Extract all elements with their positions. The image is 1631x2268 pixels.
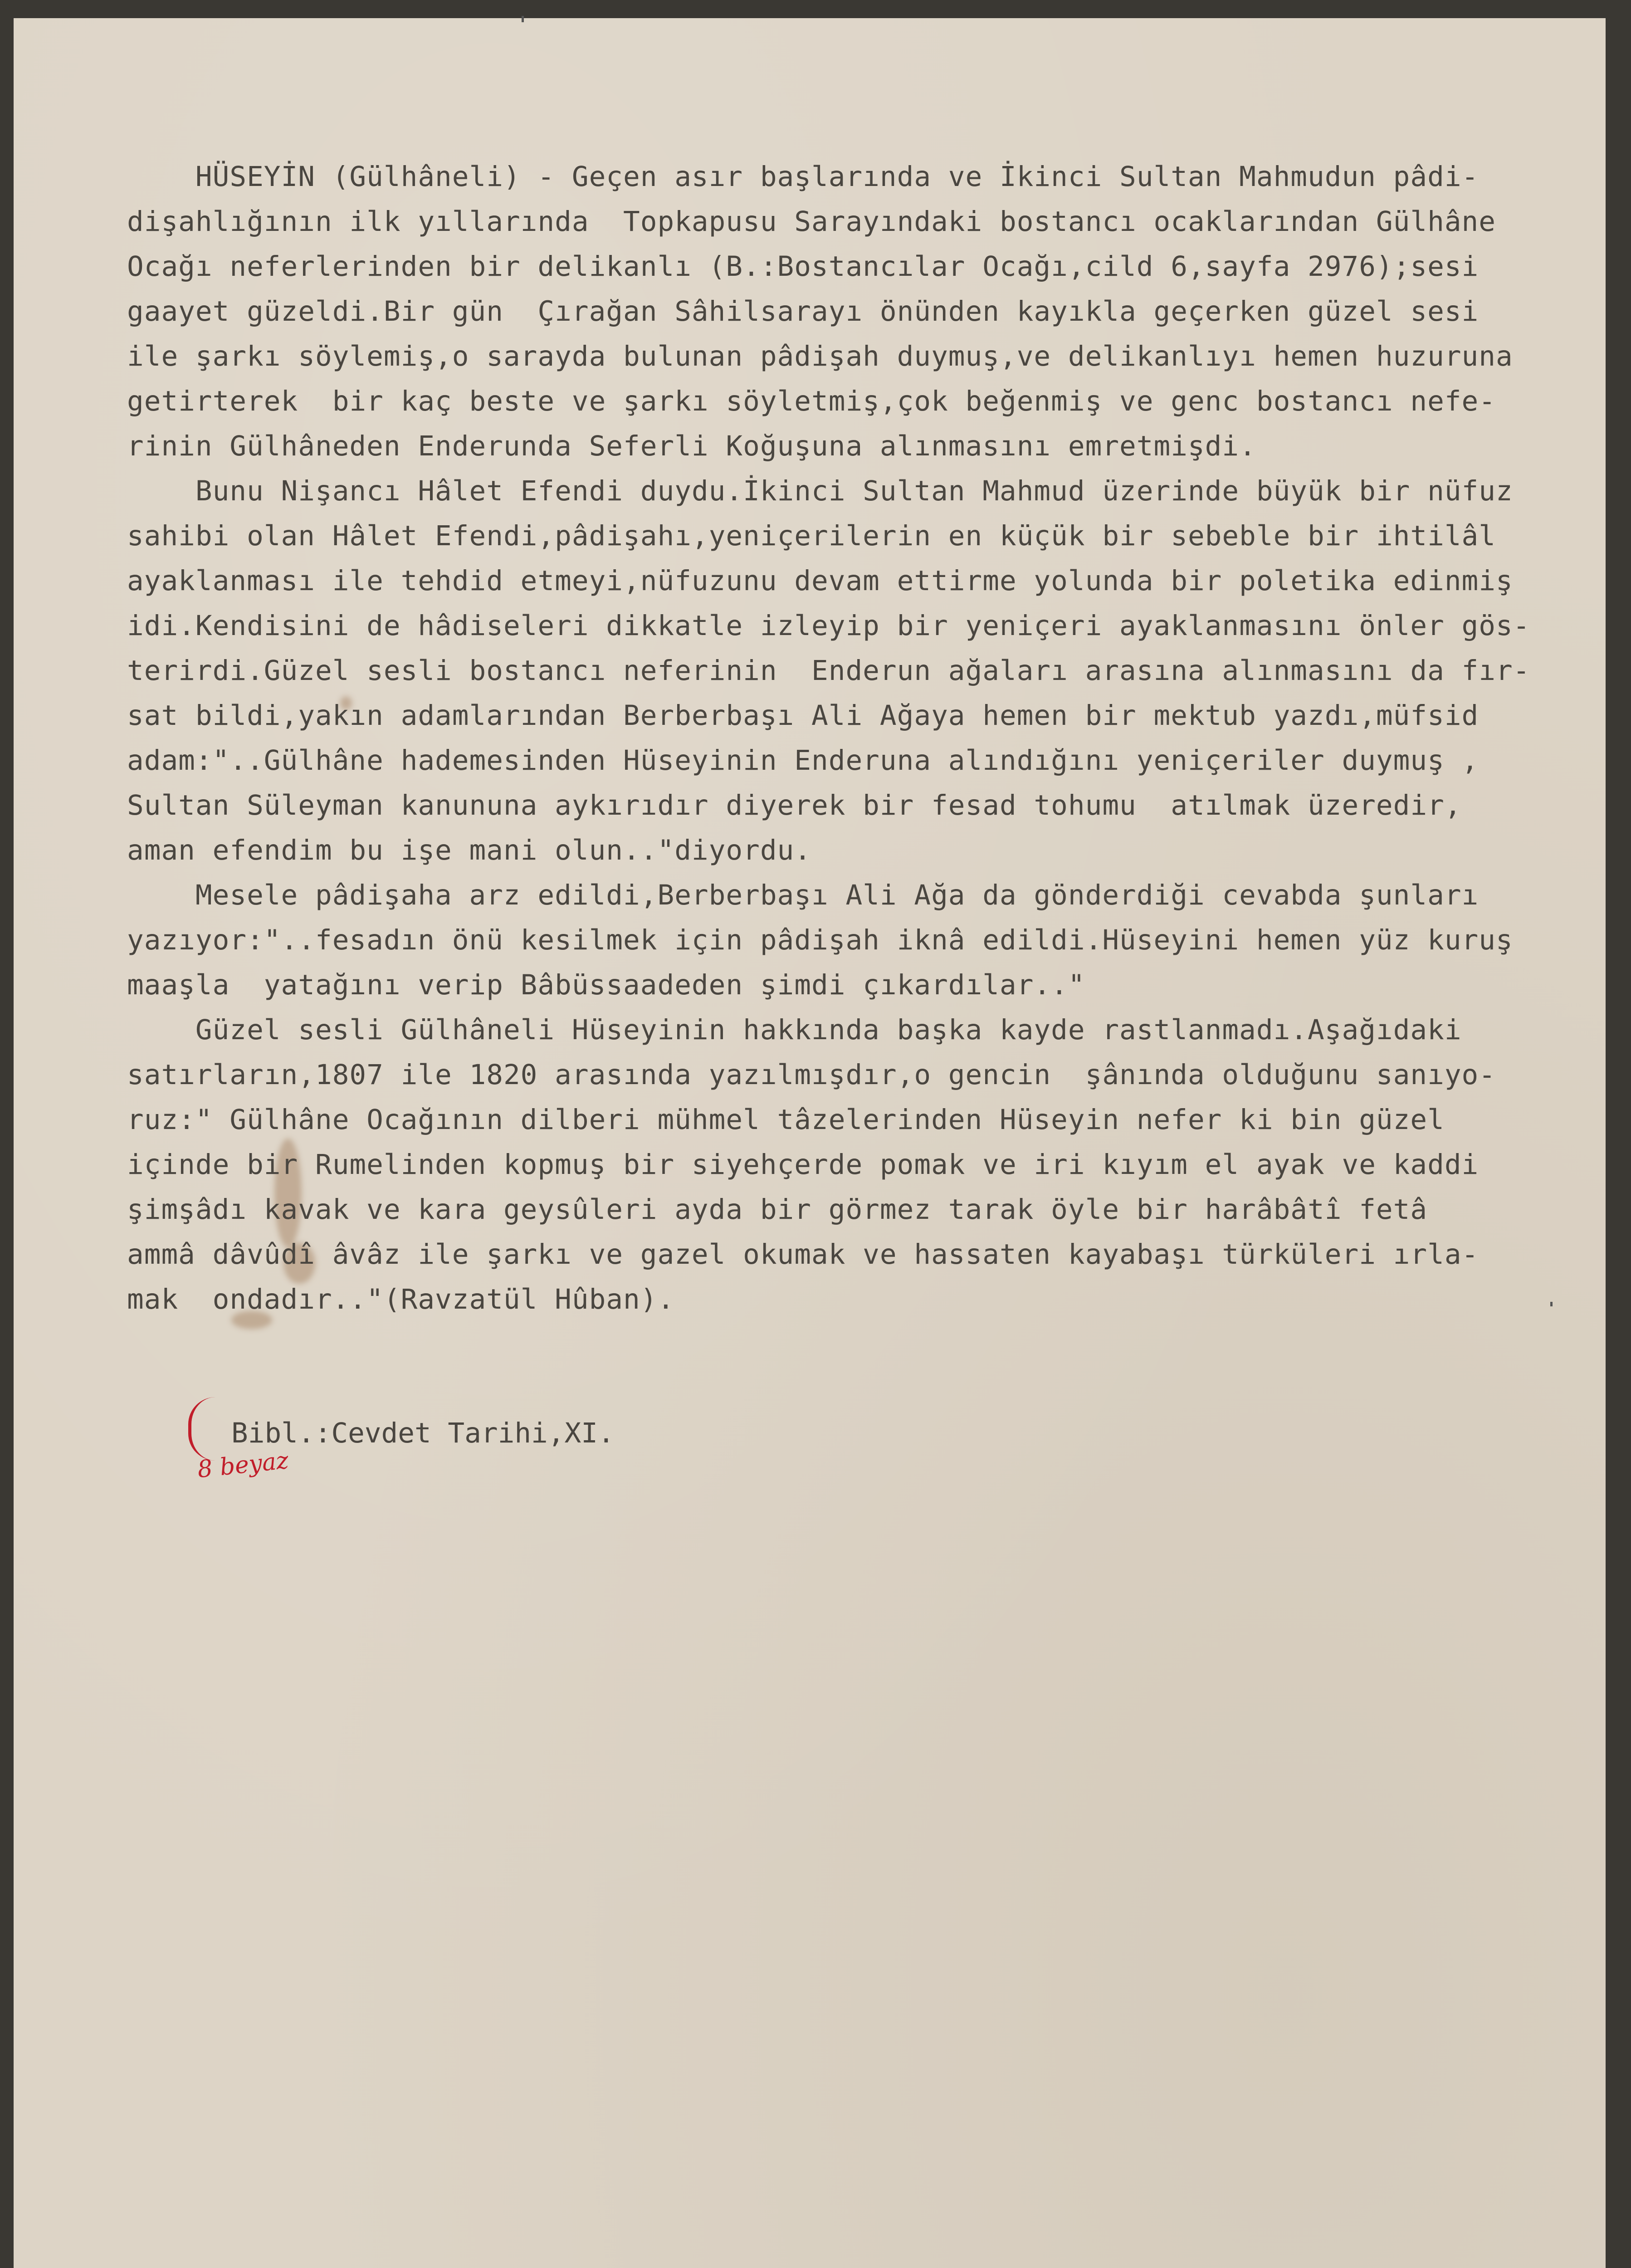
text-line: dişahlığının ilk yıllarında Topkapusu Sarayındaki bostancı ocaklarından Gülhâne [127,205,1496,238]
text-line: ile şarkı söylemiş,o sarayda bulunan pâdişah duymuş,ve delikanlıyı hemen huzuruna [127,340,1513,372]
bibliography-line: Bibl.:Cevdet Tarihi,XI. [231,1417,615,1449]
text-line: mak ondadır.."(Ravzatül Hûban). [127,1283,675,1315]
text-line: Mesele pâdişaha arz edildi,Berberbaşı Ali Ağa da gönderdiği cevabda şunları [127,879,1479,911]
text-line: HÜSEYİN (Gülhâneli) - Geçen asır başlarında ve İkinci Sultan Mahmudun pâdi- [127,161,1479,193]
text-line: getirterek bir kaç beste ve şarkı söyletmiş,çok beğenmiş ve genc bostancı nefe- [127,385,1496,417]
text-line: şimşâdı kavak ve kara geysûleri ayda bir görmez tarak öyle bir harâbâtî fetâ [127,1193,1428,1226]
text-line: terirdi.Güzel sesli bostancı neferinin Enderun ağaları arasına alınmasını da fır- [127,655,1530,687]
red-bracket-mark [188,1397,219,1461]
handwritten-note: 8 beyaz [196,1447,290,1484]
text-line: Ocağı neferlerinden bir delikanlı (B.:Bostancılar Ocağı,cild 6,sayfa 2976);sesi [127,250,1479,283]
text-line: gaayet güzeldi.Bir gün Çırağan Sâhilsarayı önünden kayıkla geçerken güzel sesi [127,295,1479,327]
text-line: satırların,1807 ile 1820 arasında yazılmışdır,o gencin şânında olduğunu sanıyo- [127,1059,1496,1091]
text-line: idi.Kendisini de hâdiseleri dikkatle izleyip bir yeniçeri ayaklanmasını önler gös- [127,610,1530,642]
text-line: aman efendim bu işe mani olun.."diyordu. [127,834,812,866]
document-body [127,154,1578,1322]
text-line: rinin Gülhâneden Enderunda Seferli Koğuşuna alınmasını emretmişdi. [127,430,1256,462]
text-line: Bunu Nişancı Hâlet Efendi duydu.İkinci Sultan Mahmud üzerinde büyük bir nüfuz [127,475,1513,507]
text-line: sat bildi,yakın adamlarından Berberbaşı Ali Ağaya hemen bir mektub yazdı,müfsid [127,699,1479,732]
text-line: içinde bir Rumelinden kopmuş bir siyehçerde pomak ve iri kıyım el ayak ve kaddi [127,1149,1479,1181]
tick-mark [522,16,524,22]
text-line: ruz:" Gülhâne Ocağının dilberi mühmel tâzelerinden Hüseyin nefer ki bin güzel [127,1104,1445,1136]
text-line: sahibi olan Hâlet Efendi,pâdişahı,yeniçerilerin en küçük bir sebeble bir ihtilâl [127,520,1496,552]
text-line: yazıyor:"..fesadın önü kesilmek için pâdişah iknâ edildi.Hüseyini hemen yüz kuruş [127,924,1513,956]
text-line: ayaklanması ile tehdid etmeyi,nüfuzunu devam ettirme yolunda bir poletika edinmiş [127,565,1513,597]
text-line: ammâ dâvûdî âvâz ile şarkı ve gazel okumak ve hassaten kayabaşı türküleri ırla- [127,1238,1479,1271]
text-line: adam:"..Gülhâne hademesinden Hüseyinin Enderuna alındığını yeniçeriler duymuş , [127,744,1479,777]
text-line: Güzel sesli Gülhâneli Hüseyinin hakkında başka kayde rastlanmadı.Aşağıdaki [127,1014,1462,1046]
text-line: maaşla yatağını verip Bâbüssaadeden şimdi çıkardılar.." [127,969,1085,1001]
text-line: Sultan Süleyman kanununa aykırıdır diyerek bir fesad tohumu atılmak üzeredir, [127,789,1462,821]
document-page [14,18,1606,2268]
